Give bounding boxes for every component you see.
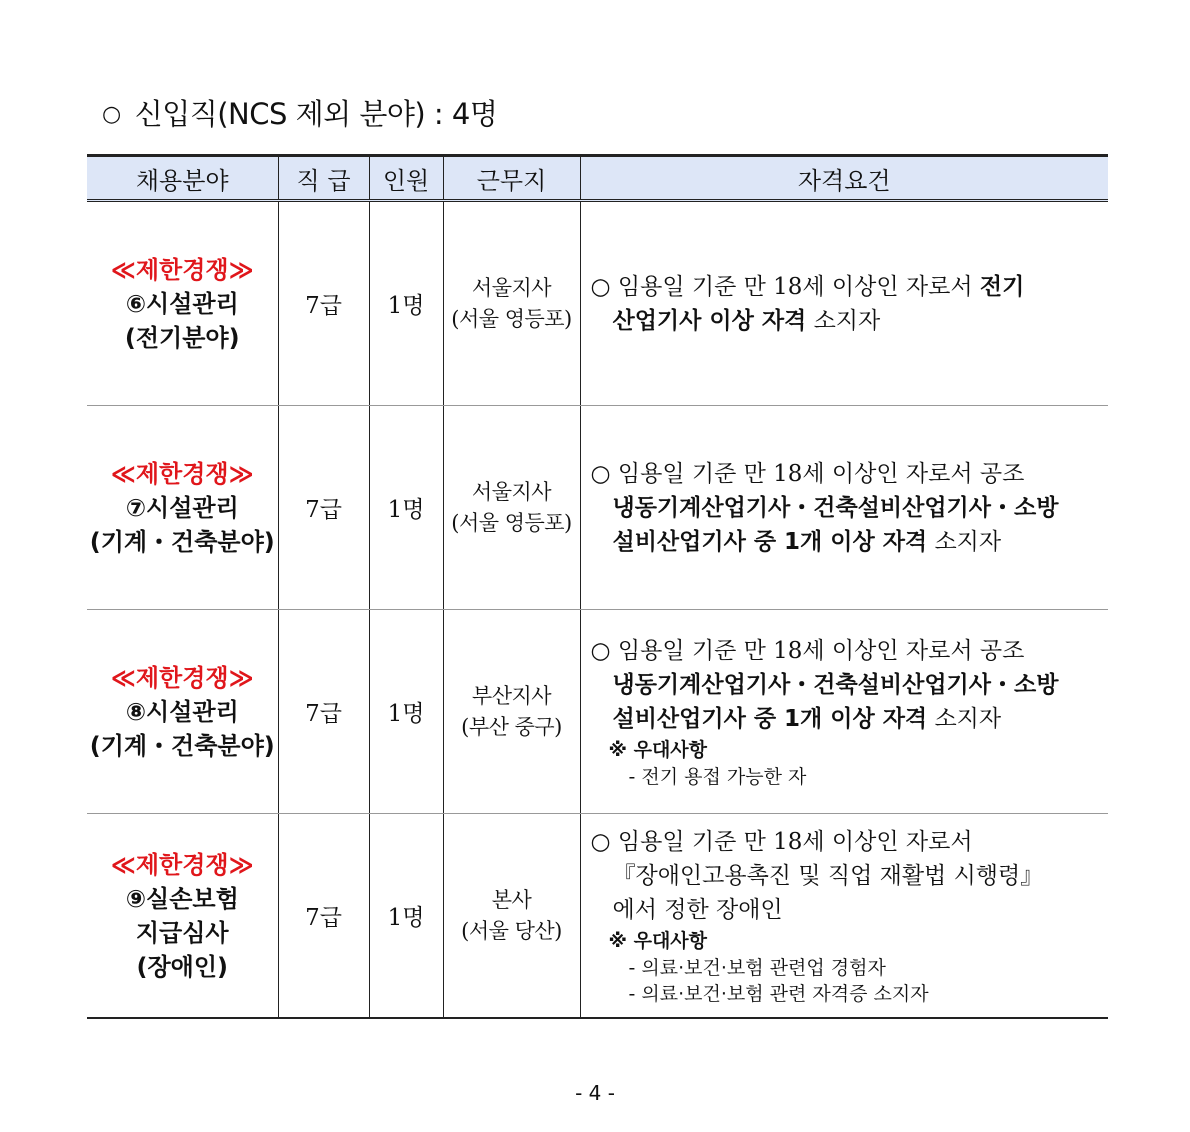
requirement-line (591, 525, 1103, 559)
requirement-line: 에서 정한 장애인 (612, 896, 783, 923)
field-name: ⑥시설관리 (125, 289, 239, 318)
requirement-bold: 산업기사 이상 자격 (612, 307, 807, 334)
field-sub: 지급심사 (135, 918, 229, 947)
field-name: ⑦시설관리 (125, 493, 239, 522)
field-name: ⑨실손보험 (125, 884, 239, 913)
competition-tag: ≪제한경쟁≫ (110, 850, 254, 879)
location-detail: (서울 영등포) (451, 306, 572, 331)
field-cell (87, 406, 278, 610)
grade-cell: 7급 (278, 814, 369, 1019)
requirement-line (591, 702, 1103, 736)
header-field: 채용분야 (87, 156, 278, 201)
header-location: 근무지 (443, 156, 580, 201)
field-sub: (기계・건축분야) (89, 527, 275, 556)
preference-item: - 의료·보건·보험 관련업 경험자 (628, 956, 886, 979)
requirements-cell (580, 201, 1108, 406)
bullet-icon: ○ (102, 102, 121, 127)
location-cell (443, 406, 580, 610)
preference-item: - 의료·보건·보험 관련 자격증 소지자 (628, 982, 929, 1005)
requirements-cell (580, 406, 1108, 610)
field-sub: (기계・건축분야) (89, 731, 275, 760)
location-name: 서울지사 (471, 275, 552, 300)
location-name: 본사 (491, 887, 532, 912)
table-row (87, 201, 1108, 406)
requirement-text: 소지자 (806, 307, 881, 334)
requirement-bold: 냉동기계산업기사・건축설비산업기사・소방 (612, 494, 1059, 521)
header-count: 인원 (369, 156, 443, 201)
requirement-line: ○ 임용일 기준 만 18세 이상인 자로서 공조 (590, 460, 1025, 487)
location-detail: (부산 중구) (461, 714, 562, 739)
requirement-line (591, 270, 1103, 304)
grade-cell: 7급 (278, 610, 369, 814)
preference-heading: ※ 우대사항 (608, 738, 708, 761)
requirements-cell (580, 814, 1108, 1019)
field-sub: (장애인) (136, 952, 228, 981)
heading-text: 신입직(NCS 제외 분야) : 4명 (134, 97, 498, 131)
requirement-line (591, 491, 1103, 525)
competition-tag: ≪제한경쟁≫ (110, 255, 254, 284)
requirements-cell (580, 610, 1108, 814)
requirement-text: 소지자 (927, 528, 1002, 555)
requirement-text: ○ 임용일 기준 만 18세 이상인 자로서 (590, 273, 980, 300)
count-cell: 1명 (369, 610, 443, 814)
section-heading (102, 92, 497, 133)
count-cell: 1명 (369, 406, 443, 610)
location-detail: (서울 영등포) (451, 510, 572, 535)
preference-item: - 전기 용접 가능한 자 (628, 765, 807, 788)
count-cell: 1명 (369, 814, 443, 1019)
page-number: - 4 - (575, 1081, 615, 1105)
requirement-bold: 설비산업기사 중 1개 이상 자격 (612, 528, 928, 555)
competition-tag: ≪제한경쟁≫ (110, 663, 254, 692)
requirement-line: ○ 임용일 기준 만 18세 이상인 자로서 공조 (590, 637, 1025, 664)
field-cell (87, 610, 278, 814)
location-name: 서울지사 (471, 479, 552, 504)
field-sub: (전기분야) (124, 323, 240, 352)
header-requirements: 자격요건 (580, 156, 1108, 201)
table-row (87, 406, 1108, 610)
competition-tag: ≪제한경쟁≫ (110, 459, 254, 488)
requirement-line: 『장애인고용촉진 및 직업 재활법 시행령』 (612, 862, 1044, 889)
header-grade: 직 급 (278, 156, 369, 201)
field-cell (87, 201, 278, 406)
table-row (87, 814, 1108, 1019)
requirement-line (591, 668, 1103, 702)
requirement-bold: 설비산업기사 중 1개 이상 자격 (612, 705, 928, 732)
count-cell: 1명 (369, 201, 443, 406)
requirement-text: 소지자 (927, 705, 1002, 732)
location-cell (443, 201, 580, 406)
requirement-bold: 전기 (979, 273, 1025, 300)
location-detail: (서울 당산) (461, 918, 562, 943)
location-name: 부산지사 (471, 683, 552, 708)
grade-cell: 7급 (278, 406, 369, 610)
preference-heading: ※ 우대사항 (608, 929, 708, 952)
grade-cell: 7급 (278, 201, 369, 406)
location-cell (443, 610, 580, 814)
table-row (87, 610, 1108, 814)
recruitment-table (87, 154, 1108, 1019)
field-cell (87, 814, 278, 1019)
requirement-bold: 냉동기계산업기사・건축설비산업기사・소방 (612, 671, 1059, 698)
table-header-row (87, 156, 1108, 201)
location-cell (443, 814, 580, 1019)
requirement-line: ○ 임용일 기준 만 18세 이상인 자로서 (590, 828, 973, 855)
field-name: ⑧시설관리 (125, 697, 239, 726)
requirement-line (591, 304, 1103, 338)
